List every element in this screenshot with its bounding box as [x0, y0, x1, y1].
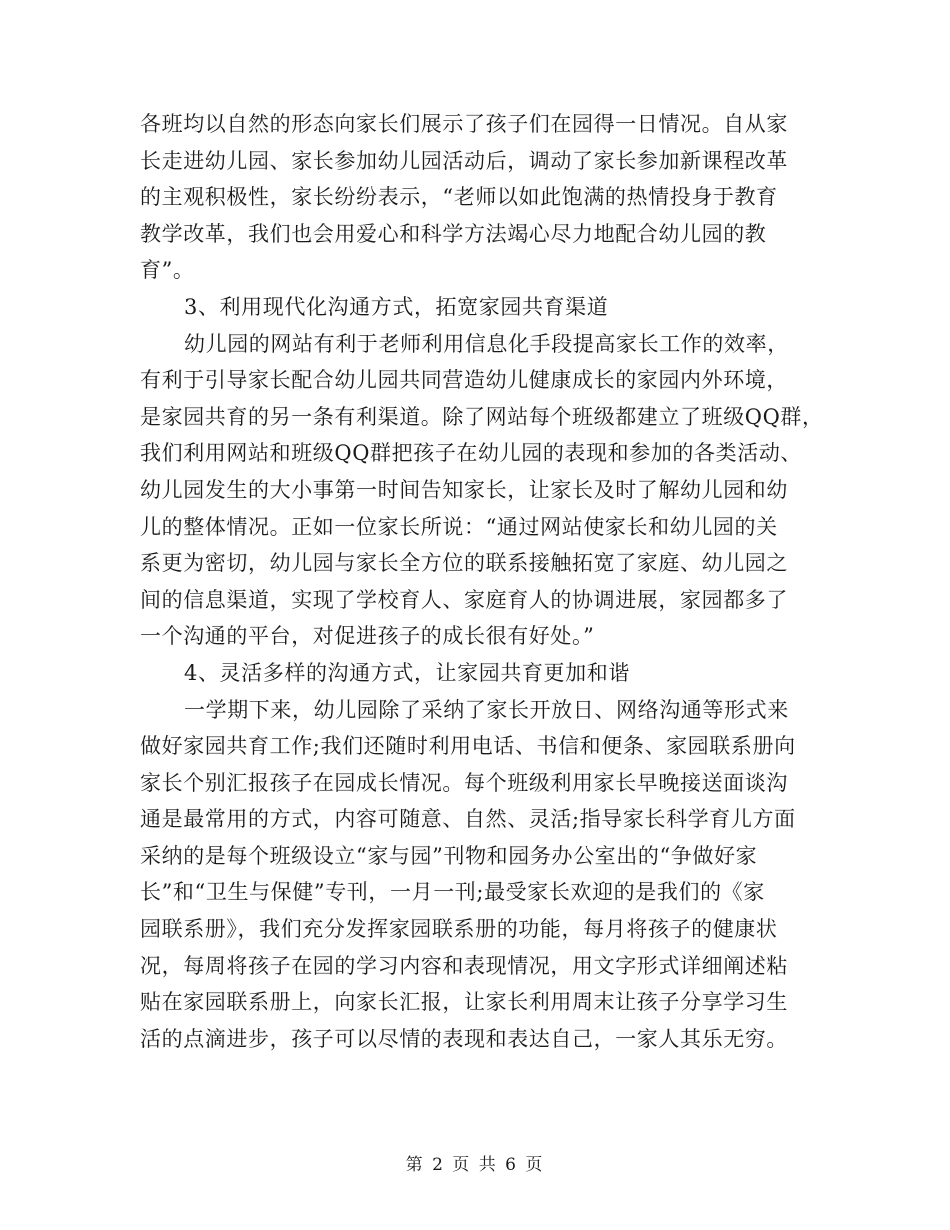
text-line: 家长个别汇报孩子在园成长情况。每个班级利用家长早晚接送面谈沟 [140, 770, 788, 795]
text-line: 各班均以自然的形态向家长们展示了孩子们在园得一日情况。自从家 [140, 112, 788, 136]
text-line: 系更为密切，幼儿园与家长全方位的联系接触拓宽了家庭、幼儿园之 [140, 551, 788, 576]
text-line: 有利于引导家长配合幼儿园共同营造幼儿健康成长的家园内外环境， [140, 368, 788, 393]
text-line: 间的信息渠道，实现了学校育人、家庭育人的协调进展，家园都多了 [140, 587, 788, 612]
text-line: 长走进幼儿园、家长参加幼儿园活动后，调动了家长参加新课程改革 [140, 148, 788, 173]
text-line: 幼儿园发生的大小事第一时间告知家长，让家长及时了解幼儿园和幼 [140, 477, 788, 502]
text-line: 通是最常用的方式，内容可随意、自然、灵活;指导家长科学育儿方面 [140, 807, 796, 832]
text-line: 儿的整体情况。正如一位家长所说：“通过网站使家长和幼儿园的关 [140, 514, 778, 539]
text-line: 育”。 [140, 258, 195, 283]
text-line: 我们利用网站和班级QQ群把孩子在幼儿园的表现和参加的各类活动、 [140, 441, 803, 466]
text-line: 园联系册》，我们充分发挥家园联系册的功能，每月将孩子的健康状 [140, 917, 778, 942]
section-heading-4: 4、灵活多样的沟通方式，让家园共育更加和谐 [184, 660, 630, 685]
text-line: 的主观积极性，家长纷纷表示，“老师以如此饱满的热情投身于教育 [140, 185, 778, 210]
text-line: 采纳的是每个班级设立“家与园”刊物和园务办公室出的“争做好家 [140, 843, 758, 868]
document-body [140, 106, 824, 1057]
paragraph-start-line: 幼儿园的网站有利于老师利用信息化手段提高家长工作的效率， [184, 331, 789, 356]
text-line: 况，每周将孩子在园的学习内容和表现情况，用文字形式详细阐述粘 [140, 953, 788, 978]
text-line: 教学改革，我们也会用爱心和科学方法竭心尽力地配合幼儿园的教 [140, 221, 767, 246]
text-line: 长”和“卫生与保健”专刊，一月一刊;最受家长欢迎的是我们的《家 [140, 880, 765, 905]
text-line: 活的点滴进步，孩子可以尽情的表现和表达自己，一家人其乐无穷。 [140, 1026, 788, 1051]
text-line: 做好家园共育工作;我们还随时利用电话、书信和便条、家园联系册向 [140, 734, 796, 759]
section-heading-3: 3、利用现代化沟通方式，拓宽家园共育渠道 [184, 294, 609, 319]
text-line: 贴在家园联系册上，向家长汇报，让家长利用周末让孩子分享学习生 [140, 990, 788, 1015]
text-line: 是家园共育的另一条有利渠道。除了网站每个班级都建立了班级QQ群， [140, 404, 824, 429]
paragraph-start-line: 一学期下来，幼儿园除了采纳了家长开放日、网络沟通等形式来 [184, 697, 789, 722]
page-number-footer: 第 2 页 共 6 页 [405, 1155, 545, 1175]
text-line: 一个沟通的平台，对促进孩子的成长很有好处。” [140, 624, 595, 649]
